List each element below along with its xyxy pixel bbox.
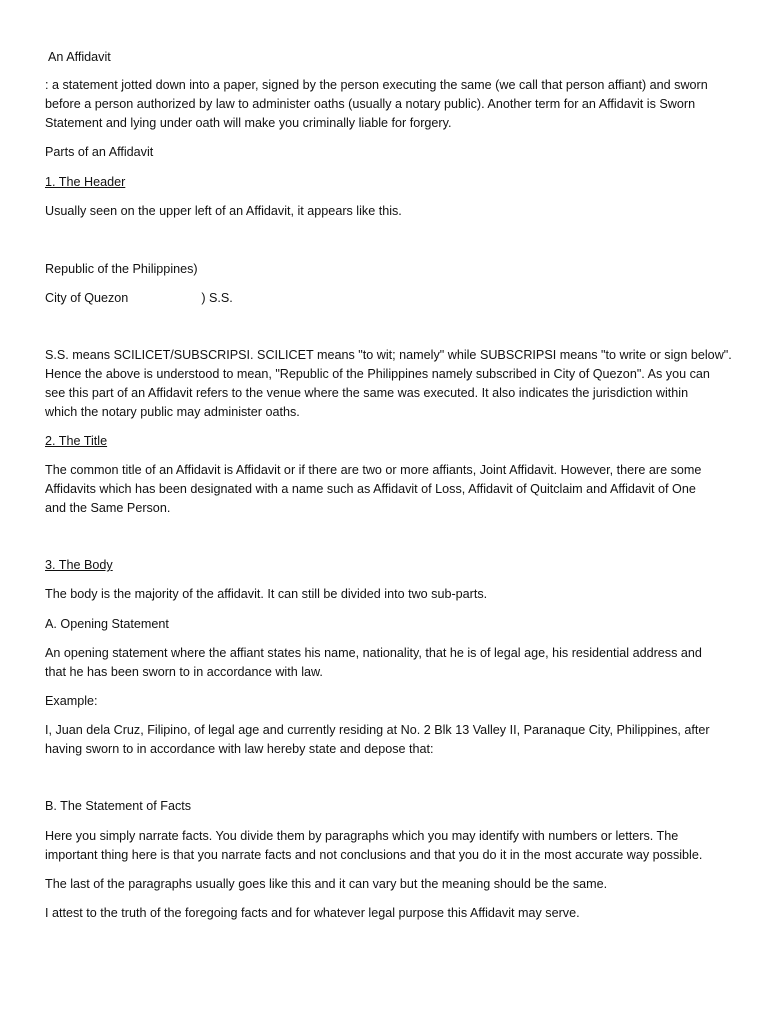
attestation-line: I attest to the truth of the foregoing facts and for whatever legal purpose this Affidavit may serve. [45,906,580,920]
last-paragraph-note: The last of the paragraphs usually goes like this and it can vary but the meaning should be the same. [45,877,608,891]
header-sample-city: City of Quezon [45,291,129,305]
title-section-line-2: Affidavits which has been designated with a name such as Affidavit of Loss, Affidavit of Quitclaim and Affidavit of One [45,482,696,496]
title-section-heading: 2. The Title [45,434,108,448]
example-line-2: having sworn to in accordance with law hereby state and depose that: [45,742,434,756]
header-sample-ss: ) S.S. [201,291,233,305]
document-title: An Affidavit [48,50,111,64]
statement-of-facts-line-1: Here you simply narrate facts. You divide them by paragraphs which you may identify with numbers or letters. The [45,829,679,843]
opening-statement-line-2: that he has been sworn to in accordance with law. [45,665,323,679]
header-section-heading: 1. The Header [45,175,126,189]
header-sample-line-1: Republic of the Philippines) [45,262,198,276]
definition-line-1: : a statement jotted down into a paper, signed by the person executing the same (we call that person affiant) and sworn [45,78,708,92]
header-section-intro: Usually seen on the upper left of an Affidavit, it appears like this. [45,204,402,218]
example-label: Example: [45,694,98,708]
title-section-line-3: and the Same Person. [45,501,171,515]
definition-line-3: Statement and lying under oath will make you criminally liable for forgery. [45,116,452,130]
example-line-1: I, Juan dela Cruz, Filipino, of legal age and currently residing at No. 2 Blk 13 Valley II, Paranaque City, Philippines, after [45,723,710,737]
opening-statement-line-1: An opening statement where the affiant states his name, nationality, that he is of legal age, his residential address and [45,646,702,660]
opening-statement-heading: A. Opening Statement [45,617,169,631]
header-sample-line-2 [45,289,735,308]
statement-of-facts-heading: B. The Statement of Facts [45,799,192,813]
title-section-line-1: The common title of an Affidavit is Affidavit or if there are two or more affiants, Joint Affidavit. However, there are some [45,463,702,477]
ss-explanation-line-2: Hence the above is understood to mean, "Republic of the Philippines namely subscribed in City of Quezon". As you can [45,367,710,381]
ss-explanation-line-1: S.S. means SCILICET/SUBSCRIPSI. SCILICET means "to wit; namely" while SUBSCRIPSI means "to write or sign below". [45,348,732,362]
body-section-intro: The body is the majority of the affidavit. It can still be divided into two sub-parts. [45,587,488,601]
ss-explanation-line-3: see this part of an Affidavit refers to the venue where the same was executed. It also indicates the jurisdiction within [45,386,689,400]
body-section-heading: 3. The Body [45,558,113,572]
definition-line-2: before a person authorized by law to administer oaths (usually a notary public). Another term for an Affidavit is Sworn [45,97,696,111]
ss-explanation-line-4: which the notary public may administer oaths. [45,405,300,419]
statement-of-facts-line-2: important thing here is that you narrate facts and not conclusions and that you do it in the most accurate way possible. [45,848,703,862]
parts-intro: Parts of an Affidavit [45,145,154,159]
